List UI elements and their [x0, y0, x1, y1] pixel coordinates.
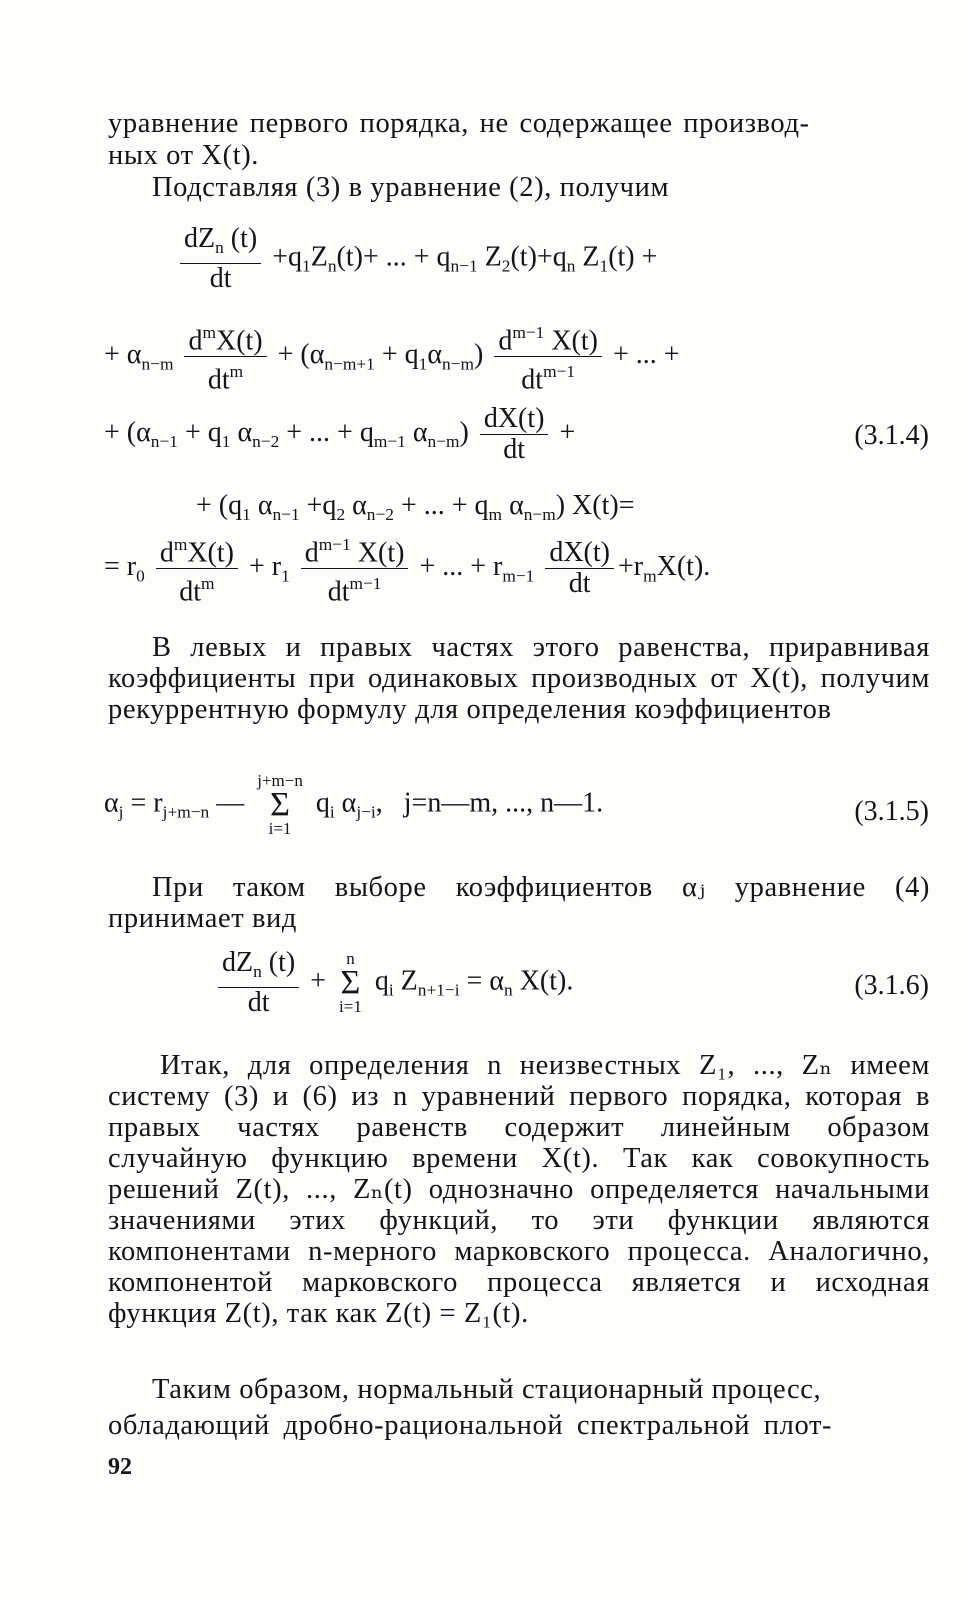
- paragraph-6-line-1: Таким образом, нормальный стационарный процесс,: [152, 1374, 822, 1405]
- paragraph-2: Подставляя (3) в уравнение (2), получим: [152, 172, 670, 203]
- paragraph-5: Итак, для определения n неизвестных Z₁, ..., Zₙ имеем систему (3) и (6) из n уравнений первого порядка, которая в правых частях равенств содержит линейным образом случайную функцию времени X(t). Так как совокупность решений Z(t), ..., Zₙ(t) однозначно определяется начальными значениями этих функций, то эти функции являются компонентами n-мерного марковского процесса. Аналогично, компонентой марковского процесса является и исходная функция Z(t), так как Z(t) = Z₁(t).: [108, 1050, 930, 1329]
- equation-3-1-4-label: (3.1.4): [854, 420, 929, 451]
- paragraph-4: При таком выборе коэффициентов αⱼ уравнение (4) принимает вид: [108, 872, 930, 934]
- paragraph-6-line-2: обладающий дробно-рациональной спектральной плот-: [108, 1410, 833, 1441]
- equation-3-1-5: $\alpha_j = r_{j+m-n}$ — j+m−n Σ i=1 $q_i$ $\alpha_{j-i}$, j=n—m, ..., n—1.: [104, 771, 604, 838]
- equation-3-1-4-line-5: = $r_0$ $\frac{d^mX(t)}{dt^m}$ + $r_1$ $\frac{d^{m-1} X(t)}{dt^{m-1}}$ + ... + $r_{m-1}$ $\frac{dX(t)}{dt}$ $+r_mX(t)$.: [104, 530, 710, 608]
- paragraph-1-line-2: ных от X(t).: [108, 140, 260, 171]
- page-number: 92: [108, 1454, 132, 1480]
- equation-3-1-6-label: (3.1.6): [854, 970, 929, 1001]
- equation-3-1-4-line-3: + ($\alpha_{n-1} + q_1$ $\alpha_{n-2}$ + ... + $q_{m-1}$ $\alpha_{n-m}$) $\frac{dX(t)}{dt}$ +: [104, 403, 576, 465]
- equation-3-1-4-line-2: + $\alpha_{n-m}$ $\frac{d^mX(t)}{dt^m}$ + $(\alpha_{n-m+1} + q_1\alpha_{n-m})$ $\frac{d^{m-1} X(t)}{dt^{m-1}}$ + ... +: [104, 318, 680, 396]
- paragraph-3: В левых и правых частях этого равенства, приравнивая коэффициенты при одинаковых производных от X(t), получим рекуррентную формулу для определения коэффициентов: [108, 632, 930, 725]
- paragraph-1-line-1: уравнение первого порядка, не содержащее производ-: [108, 108, 810, 139]
- equation-3-1-6: $\frac{dZ_n (t)}{dt}$ + n Σ i=1 $q_i$ $Z_{n+1-i} = \alpha_n$ X(t).: [214, 948, 573, 1018]
- equation-3-1-4-line-1: $\frac{dZ_n (t)}{dt}$ $+q_1Z_n(t)+$ ... + $q_{n-1}$ $Z_2(t)+q_n$ $Z_1(t)$ +: [176, 224, 657, 294]
- equation-3-1-5-label: (3.1.5): [854, 796, 929, 827]
- equation-3-1-4-line-4: + ($q_1$ $\alpha_{n-1} +q_2$ $\alpha_{n-2}$ + ... + $q_m$ $\alpha_{n-m}$) X(t)=: [196, 490, 635, 525]
